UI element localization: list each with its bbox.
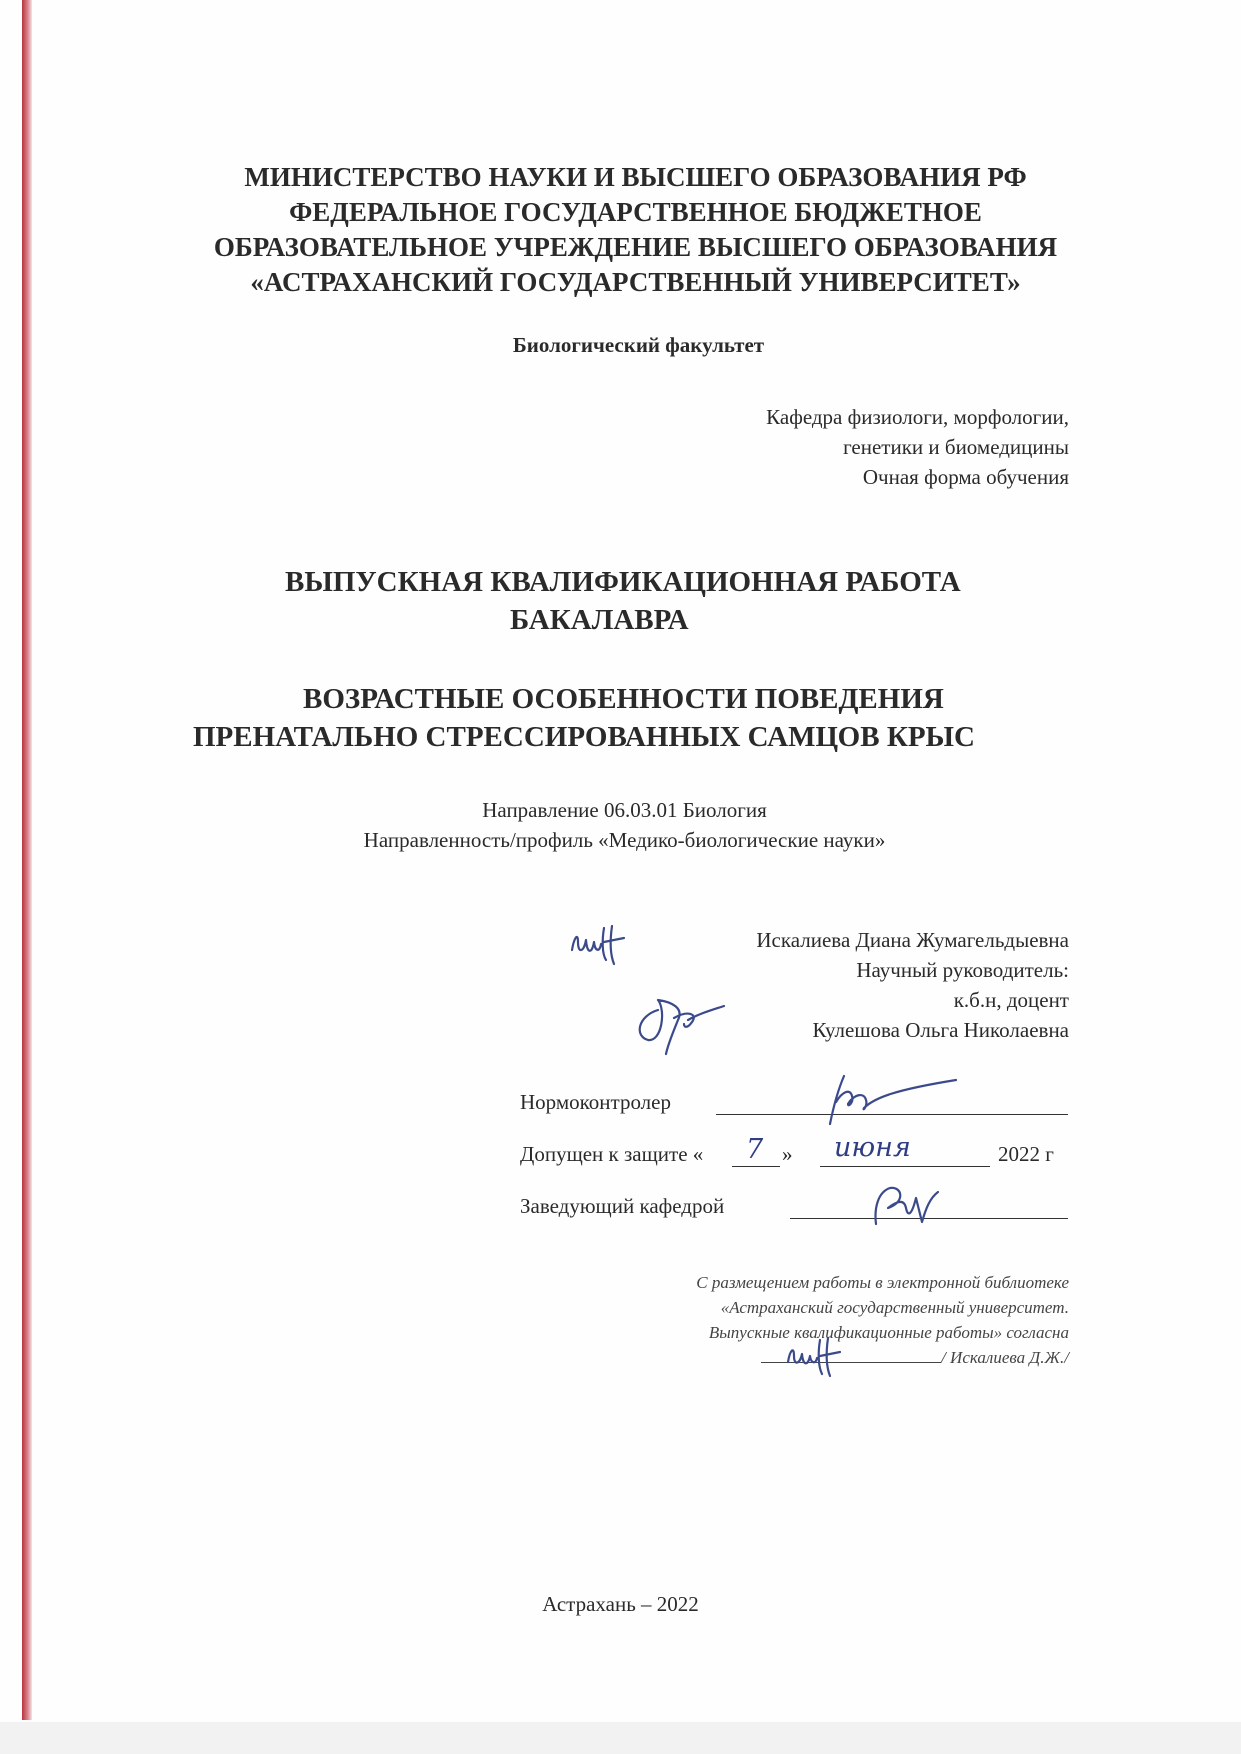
admitted-year: 2022 г	[998, 1142, 1054, 1166]
admitted-label: Допущен к защите «	[520, 1142, 704, 1166]
page-bottom-shade	[0, 1722, 1241, 1754]
supervisor-signature	[628, 980, 728, 1060]
department-block	[766, 402, 1069, 492]
supervisor-label: Научный руководитель:	[856, 958, 1069, 982]
header-line-university: «АСТРАХАНСКИЙ ГОСУДАРСТВЕННЫЙ УНИВЕРСИТЕТ»	[250, 267, 1021, 297]
direction-line: Направление 06.03.01 Биология	[482, 798, 767, 822]
supervisor-degree: к.б.н, доцент	[953, 988, 1069, 1012]
normocontrol-signature	[824, 1068, 964, 1128]
admitted-day-line	[732, 1166, 780, 1167]
supervisor-name: Кулешова Ольга Николаевна	[812, 1018, 1069, 1042]
work-type-line-2: БАКАЛАВРА	[510, 604, 689, 636]
normocontrol-label: Нормоконтролер	[520, 1090, 671, 1114]
consent-signature-name: / Искалиева Д.Ж./	[941, 1348, 1069, 1367]
head-of-department-label: Заведующий кафедрой	[520, 1194, 725, 1218]
consent-line: Выпускные квалификационные работы» согласна	[708, 1323, 1069, 1342]
department-line: Кафедра физиологи, морфологии,	[766, 405, 1069, 429]
student-name: Искалиева Диана Жумагельдыевна	[756, 928, 1069, 952]
work-type-line-1: ВЫПУСКНАЯ КВАЛИФИКАЦИОННАЯ РАБОТА	[285, 566, 961, 598]
header-line-institution-type: ОБРАЗОВАТЕЛЬНОЕ УЧРЕЖДЕНИЕ ВЫСШЕГО ОБРАЗОВАНИЯ	[213, 232, 1058, 262]
head-signature	[866, 1178, 946, 1230]
student-signature	[568, 920, 638, 968]
header-line-federal: ФЕДЕРАЛЬНОЕ ГОСУДАРСТВЕННОЕ БЮДЖЕТНОЕ	[289, 197, 982, 227]
topic-line-1: ВОЗРАСТНЫЕ ОСОБЕННОСТИ ПОВЕДЕНИЯ	[303, 683, 944, 715]
admitted-month-line	[820, 1166, 990, 1167]
institution-header	[0, 160, 1241, 300]
admitted-day: 7	[746, 1134, 764, 1165]
study-form: Очная форма обучения	[862, 465, 1069, 489]
department-line: генетики и биомедицины	[843, 435, 1069, 459]
direction-block	[0, 795, 1241, 855]
library-consent	[696, 1270, 1069, 1370]
consent-line: «Астраханский государственный университет.	[720, 1298, 1069, 1317]
admitted-month: июня	[834, 1132, 911, 1163]
admitted-quote-close: »	[782, 1142, 793, 1166]
faculty: Биологический факультет	[512, 333, 765, 357]
people-block	[756, 925, 1069, 1045]
header-line-ministry: МИНИСТЕРСТВО НАУКИ И ВЫСШЕГО ОБРАЗОВАНИЯ РФ	[244, 162, 1027, 192]
topic-line-2: ПРЕНАТАЛЬНО СТРЕССИРОВАННЫХ САМЦОВ КРЫС	[193, 721, 975, 753]
consent-student-signature	[784, 1334, 854, 1380]
profile-line: Направленность/профиль «Медико-биологические науки»	[363, 828, 886, 852]
city-year: Астрахань – 2022	[542, 1592, 699, 1616]
consent-signature-line	[696, 1345, 1069, 1370]
consent-line: С размещением работы в электронной библиотеке	[696, 1273, 1069, 1292]
